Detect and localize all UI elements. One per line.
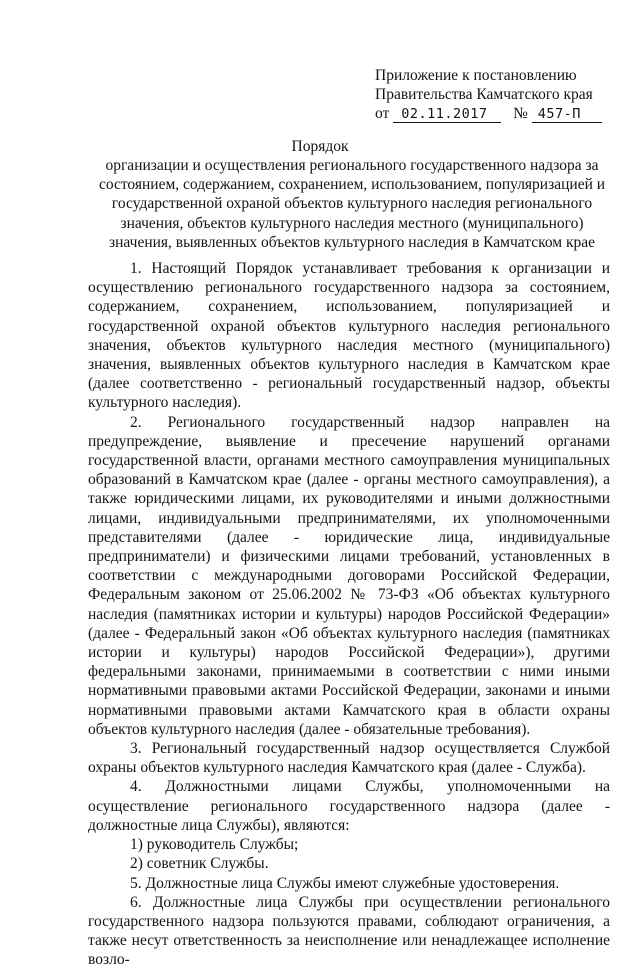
- paragraph-6: 6. Должностные лица Службы при осуществлении регионального государственного надзора пользуются правами, соблюдают ограничения, а также несут ответственность за неисполнение или ненадлежащее исполнение возло-: [88, 893, 610, 969]
- paragraph-1: 1. Настоящий Порядок устанавливает требования к организации и осуществлению регионального государственного надзора за состоянием, содержанием, сохранением, использованием, популяризацией и государственной охраной объектов культурного наследия регионального значения, объектов культурного наследия местного (муниципального) значения, выявленных объектов культурного наследия в Камчатском крае (далее соответственно - региональный государственный надзор, объекты культурного наследия).: [88, 260, 610, 412]
- document-subtitle: организации и осуществления регионального государственного надзора за состоянием, содержанием, сохранением, использованием, популяризацией и государственной охраной объектов культурного наследия регионального значения, объектов культурного наследия местного (муниципального) значения, выявленных объектов культурного наследия в Камчатском крае: [98, 157, 606, 251]
- list-item-2: 2) советник Службы.: [130, 855, 269, 873]
- appendix-line-2: Правительства Камчатского края: [375, 86, 593, 103]
- appendix-line-1: Приложение к постановлению: [375, 67, 577, 84]
- number-prefix: №: [513, 105, 528, 122]
- appendix-date-line: [375, 104, 615, 123]
- date-prefix: от: [375, 105, 390, 122]
- list-item-1: 1) руководитель Службы;: [130, 836, 299, 854]
- paragraph-3: 3. Региональный государственный надзор осуществляется Службой охраны объектов культурного наследия Камчатского края (далее - Служба).: [88, 740, 610, 777]
- appendix-header: [375, 66, 615, 123]
- document-date: 02.11.2017: [393, 107, 501, 123]
- paragraph-5: 5. Должностные лица Службы имеют служебные удостоверения.: [130, 874, 560, 892]
- document-body: [88, 259, 610, 970]
- paragraph-2: 2. Регионального государственный надзор направлен на предупреждение, выявление и пресечение нарушений органами государственной власти, органами местного самоуправления муниципальных образований в Камчатском крае (далее - органы местного самоуправления), а также юридическими лицами, их руководителями и иными должностными лицами, индивидуальными предпринимателями, их уполномоченными представителями (далее - юридические лица, индивидуальные предприниматели) и физическими лицами требований, установленных в соответствии с международными договорами Российской Федерации, Федеральным законом от 25.06.2002 № 73-ФЗ «Об объектах культурного наследия (памятниках истории и культуры) народов Российской Федерации» (далее - Федеральный закон «Об объектах культурного наследия (памятниках истории и культуры) народов Российской Федерации»), другими федеральными законами, принимаемыми в соответствии с ними иными нормативными правовыми актами Российской Федерации, законами и иными нормативными правовыми актами Камчатского края в области охраны объектов культурного наследия (далее - обязательные требования).: [88, 413, 610, 738]
- document-title: Порядок: [291, 138, 349, 155]
- paragraph-4: 4. Должностными лицами Службы, уполномоченными на осуществление регионального государственного надзора (далее - должностные лица Службы), являются:: [88, 778, 610, 834]
- document-number: 457-П: [532, 107, 602, 123]
